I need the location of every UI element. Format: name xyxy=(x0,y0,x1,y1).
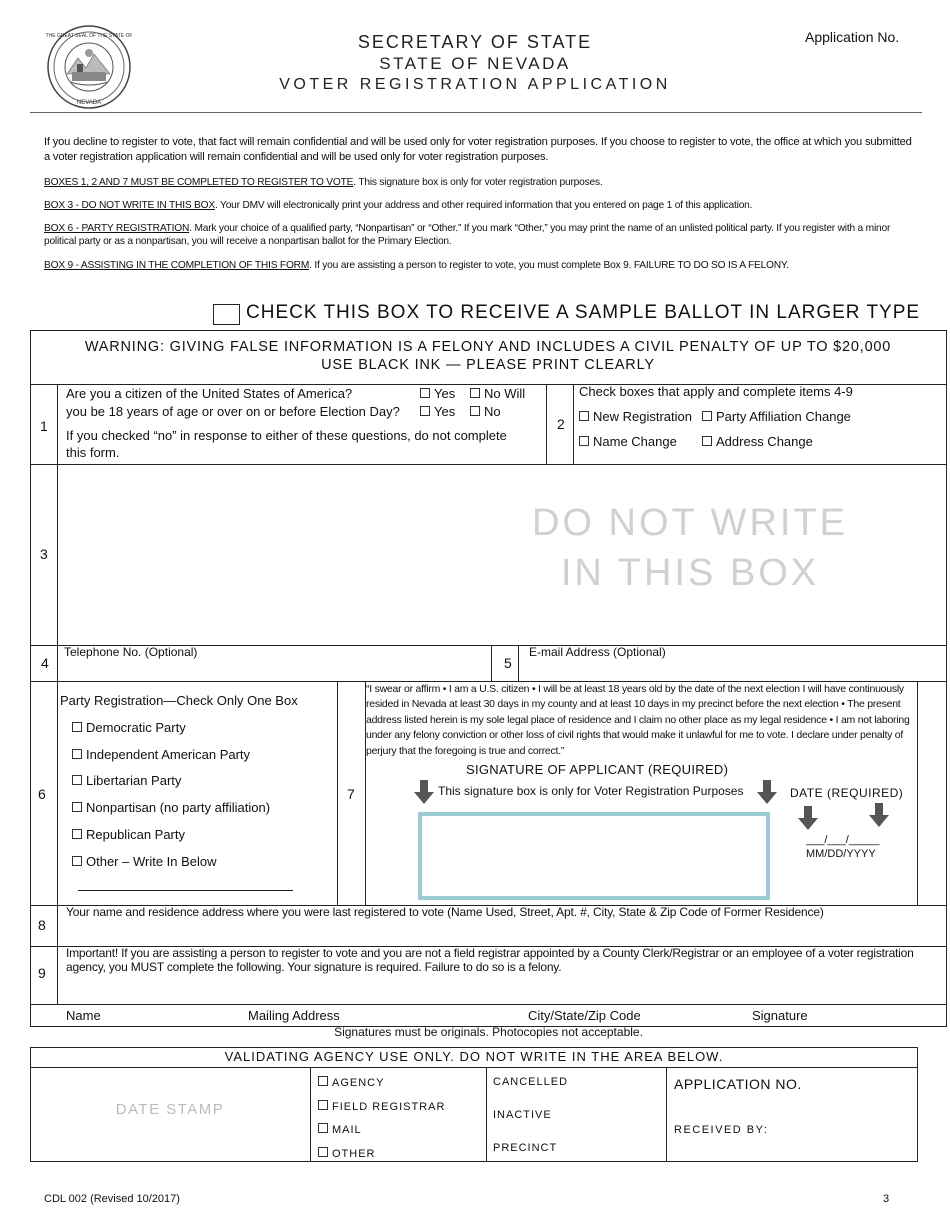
checkbox-icon xyxy=(318,1147,328,1157)
box4-number: 4 xyxy=(41,655,49,671)
validating-field-registrar-option: FIELD REGISTRAR xyxy=(318,1100,445,1113)
previous-registration-label: Your name and residence address where you were last registered to vote (Name Used, Street, Apt. #, City, State & Zip Code of Former Residence) xyxy=(66,905,824,919)
intro-boxes-required: BOXES 1, 2 AND 7 MUST BE COMPLETED TO REGISTER TO VOTE. This signature box is only for voter registration purposes. xyxy=(44,177,603,188)
seal-ring-text: THE GREAT SEAL OF THE STATE OF xyxy=(45,33,133,39)
checkbox-icon xyxy=(72,722,82,732)
box6-box7-divider xyxy=(337,681,338,905)
intro-box6-title: BOX 6 - PARTY REGISTRATION xyxy=(44,223,190,234)
box9-number: 9 xyxy=(38,965,46,981)
validating-col-divider-1 xyxy=(310,1067,311,1162)
box1-note: If you checked “no” in response to either of these questions, do not complete this form. xyxy=(66,428,507,460)
date-required-label: DATE (REQUIRED) xyxy=(790,786,904,800)
previous-registration-input[interactable] xyxy=(60,922,915,944)
signature-input-box[interactable] xyxy=(418,812,770,900)
status-precinct: PRECINCT xyxy=(493,1142,558,1154)
validating-received-by: RECEIVED BY: xyxy=(674,1124,769,1136)
validating-header-rule xyxy=(30,1067,918,1068)
checkbox-icon xyxy=(420,406,430,416)
header-title-secretary: SECRETARY OF STATE xyxy=(357,32,593,52)
warning-black-ink: USE BLACK INK — PLEASE PRINT CLEARLY xyxy=(321,357,655,373)
box2-number: 2 xyxy=(557,416,565,432)
sample-ballot-label: CHECK THIS BOX TO RECEIVE A SAMPLE BALLOT IN LARGER TYPE xyxy=(246,302,921,323)
box6-number: 6 xyxy=(38,786,46,802)
box2-new-registration[interactable]: New Registration xyxy=(579,409,692,424)
box5-num-divider xyxy=(518,645,519,681)
checkbox-icon xyxy=(72,749,82,759)
email-field-label: E-mail Address (Optional) xyxy=(529,645,666,659)
box1-question-age: you be 18 years of age or over on or before Election Day? xyxy=(66,404,400,419)
arrow-down-icon xyxy=(414,780,434,804)
party-democratic[interactable]: Democratic Party xyxy=(72,720,186,735)
date-stamp-area: DATE STAMP xyxy=(115,1101,225,1118)
email-input[interactable] xyxy=(522,662,942,679)
intro-box3-title: BOX 3 - DO NOT WRITE IN THIS BOX xyxy=(44,200,215,211)
oath-text: “I swear or affirm • I am a U.S. citizen • I will be at least 18 years old by the date of the next election I will have continuously resided in Nevada at least 30 days in my county and at least 10 days in my precinct before the next election • The present address listed herein is my sole legal place of residence and I claim no other place as my legal residence • I am not laboring under any felony conviction or other loss of civil rights that would make it unlawful for me to vote. I declare under penalty of perjury that the foregoing is true and correct.” xyxy=(366,683,910,757)
checkbox-icon xyxy=(72,829,82,839)
validating-mail-option: MAIL xyxy=(318,1123,362,1136)
party-other[interactable]: Other – Write In Below xyxy=(72,854,217,869)
box5-number: 5 xyxy=(504,655,512,671)
party-independent-american[interactable]: Independent American Party xyxy=(72,747,250,762)
checkbox-icon xyxy=(72,775,82,785)
box2-address-change[interactable]: Address Change xyxy=(702,434,813,449)
seal-state-text: NEVADA xyxy=(76,100,102,106)
checkbox-icon xyxy=(72,802,82,812)
validating-agency-option: AGENCY xyxy=(318,1076,384,1089)
validating-col-divider-2 xyxy=(486,1067,487,1162)
checkbox-icon xyxy=(702,411,712,421)
checkbox-icon xyxy=(318,1123,328,1133)
checkbox-icon xyxy=(579,436,589,446)
box1-age-yes[interactable]: Yes xyxy=(420,404,455,419)
assistant-address-label: Mailing Address xyxy=(248,1008,340,1023)
arrow-down-icon xyxy=(798,806,818,830)
box2-title: Check boxes that apply and complete items 4-9 xyxy=(579,384,853,399)
arrow-down-icon xyxy=(869,803,889,827)
validating-col-divider-3 xyxy=(666,1067,667,1162)
box4-box5-divider xyxy=(491,645,492,681)
box2-num-divider xyxy=(573,384,574,464)
box2-name-change[interactable]: Name Change xyxy=(579,434,677,449)
checkbox-icon xyxy=(72,856,82,866)
validating-agency-header: VALIDATING AGENCY USE ONLY. DO NOT WRITE IN THE AREA BELOW. xyxy=(224,1049,724,1064)
assistant-city-label: City/State/Zip Code xyxy=(528,1008,641,1023)
checkbox-icon xyxy=(318,1076,328,1086)
form-id: CDL 002 (Revised 10/2017) xyxy=(44,1193,180,1205)
party-republican[interactable]: Republican Party xyxy=(72,827,185,842)
box3-watermark-line2: IN THIS BOX xyxy=(560,552,820,594)
assistant-notice: Important! If you are assisting a person to register to vote and you are not a field registrar appointed by a County Clerk/Registrar or an employee of a voter registration agency, you MUST complete the following. Your signature is required. Failure to do so is a felony. xyxy=(66,946,914,974)
box1-question-citizen: Are you a citizen of the United States of America? xyxy=(66,386,353,401)
box1-citizen-yes[interactable]: Yes xyxy=(420,386,455,401)
intro-box3: BOX 3 - DO NOT WRITE IN THIS BOX. Your DMV will electronically print your address and other required information that you entered on page 1 of this application. xyxy=(44,200,753,211)
date-input[interactable]: ___/___/_____ xyxy=(806,834,880,846)
assistant-signature-label: Signature xyxy=(752,1008,808,1023)
box1-citizen-no[interactable]: No Will xyxy=(470,386,525,401)
header-title-form: VOTER REGISTRATION APPLICATION xyxy=(279,76,671,93)
box2-party-change[interactable]: Party Affiliation Change xyxy=(702,409,851,424)
status-inactive: INACTIVE xyxy=(493,1109,552,1121)
box7-number: 7 xyxy=(347,786,355,802)
box3-do-not-write-watermark xyxy=(500,498,880,598)
intro-confidential: If you decline to register to vote, that fact will remain confidential and will be used only for voter registration purposes. If you choose to register to vote, the office at which you submitted a voter registration application will remain confidential and will be used only for voter registration purposes. xyxy=(44,136,912,163)
checkbox-icon xyxy=(318,1100,328,1110)
telephone-input[interactable] xyxy=(60,662,488,679)
intro-boxes-required-title: BOXES 1, 2 AND 7 MUST BE COMPLETED TO REGISTER TO VOTE xyxy=(44,177,354,188)
originals-note: Signatures must be originals. Photocopies not acceptable. xyxy=(334,1025,643,1039)
box1-age-no[interactable]: No xyxy=(470,404,501,419)
box1-number: 1 xyxy=(40,418,48,434)
checkbox-icon xyxy=(702,436,712,446)
application-no-label: Application No. xyxy=(805,29,900,45)
header-title-state: STATE OF NEVADA xyxy=(379,54,571,73)
assistant-name-label: Name xyxy=(66,1008,101,1023)
checkbox-icon xyxy=(470,406,480,416)
intro-box9-title: BOX 9 - ASSISTING IN THE COMPLETION OF THIS FORM xyxy=(44,260,310,271)
signature-box-note: This signature box is only for Voter Registration Purposes xyxy=(438,784,744,798)
date-format-hint: MM/DD/YYYY xyxy=(806,848,876,860)
page-number: 3 xyxy=(883,1193,890,1205)
party-nonpartisan[interactable]: Nonpartisan (no party affiliation) xyxy=(72,800,270,815)
sample-ballot-checkbox[interactable] xyxy=(213,304,240,325)
nevada-state-seal xyxy=(44,24,134,110)
checkbox-icon xyxy=(470,388,480,398)
validating-application-no: APPLICATION NO. xyxy=(674,1076,802,1092)
intro-box9: BOX 9 - ASSISTING IN THE COMPLETION OF THIS FORM. If you are assisting a person to register to vote, you must complete Box 9. FAILURE TO DO SO IS A FELONY. xyxy=(44,260,789,271)
telephone-field-label: Telephone No. (Optional) xyxy=(64,645,198,659)
warning-felony: WARNING: GIVING FALSE INFORMATION IS A FELONY AND INCLUDES A CIVIL PENALTY OF UP TO $20,000 xyxy=(84,339,892,355)
intro-box6: BOX 6 - PARTY REGISTRATION. Mark your choice of a qualified party, “Nonpartisan” or “Other.” If you mark “Other,” you may print the name of an unlisted political party. If you register with a minor political party or as a nonpartisan, you will receive a nonpartisan ballot for the Primary Election. xyxy=(44,223,891,247)
box3-watermark-line1: DO NOT WRITE xyxy=(531,502,849,544)
status-cancelled: CANCELLED xyxy=(493,1076,569,1088)
party-registration-title: Party Registration—Check Only One Box xyxy=(60,693,298,708)
checkbox-icon xyxy=(420,388,430,398)
validating-other-option: OTHER xyxy=(318,1147,376,1160)
rule-under-box9 xyxy=(30,1004,947,1005)
party-libertarian[interactable]: Libertarian Party xyxy=(72,773,181,788)
rule-under-box1 xyxy=(30,464,947,465)
box1-box2-divider xyxy=(546,384,547,464)
number-column-divider xyxy=(57,384,58,1004)
header-divider xyxy=(30,112,922,113)
party-other-write-in-line[interactable] xyxy=(78,890,293,891)
signature-applicant-label: SIGNATURE OF APPLICANT (REQUIRED) xyxy=(466,762,729,777)
arrow-down-icon xyxy=(757,780,777,804)
box3-number: 3 xyxy=(40,546,48,562)
checkbox-icon xyxy=(579,411,589,421)
box8-number: 8 xyxy=(38,917,46,933)
